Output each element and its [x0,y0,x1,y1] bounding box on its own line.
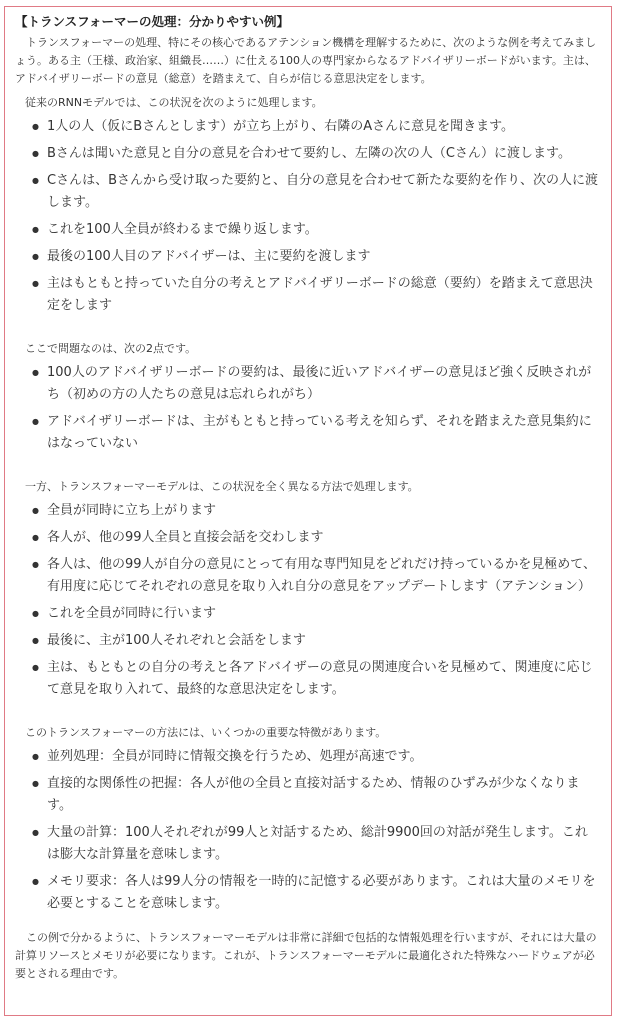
features-lead: このトランスフォーマーの方法には、いくつかの重要な特徴があります。 [25,726,387,739]
problems-lead: ここで問題なのは、次の2点です。 [25,342,197,355]
list-item: ● 直接的な関係性の把握：各人が他の全員と直接対話するため、情報のひずみが少なくなります。 [25,773,603,817]
list-item: ● Cさんは、Bさんから受け取った要約と、自分の意見を合わせて新たな要約を作り、次の人に渡します。 [25,170,603,214]
list-item: ● 1人の人（仮にBさんとします）が立ち上がり、右隣のAさんに意見を聞きます。 [25,116,603,138]
problems-list [25,362,603,455]
list-item: ● 並列処理：全員が同時に情報交換を行うため、処理が高速です。 [25,746,603,768]
section-title: 【トランスフォーマーの処理：分かりやすい例】 [15,14,290,29]
list-item: ● メモリ要求：各人は99人分の情報を一時的に記憶する必要があります。これは大量のメモリを必要とすることを意味します。 [25,871,603,915]
list-item: ● これを100人全員が終わるまで繰り返します。 [25,219,603,241]
list-item: ● 最後の100人目のアドバイザーは、主に要約を渡します [25,246,603,268]
rnn-list [25,116,603,317]
content-box [4,6,612,1016]
list-item: ● 100人のアドバイザリーボードの要約は、最後に近いアドバイザーの意見ほど強く反映されがち（初めの方の人たちの意見は忘れられがち） [25,362,603,406]
intro-paragraph: トランスフォーマーの処理、特にその核心であるアテンション機構を理解するために、次のような例を考えてみましょう。ある主（王様、政治家、組織長……）に仕える100人の専門家からなるアドバイザリーボードがいます。主は、アドバイザリーボードの意見（総意）を踏まえて、自らが信じる意思決定をします。 [15,36,597,85]
transformer-list [25,500,603,701]
list-item: ● 全員が同時に立ち上がります [25,500,603,522]
list-item: ● アドバイザリーボードは、主がもともと持っている考えを知らず、それを踏まえた意見集約にはなっていない [25,411,603,455]
transformer-lead: 一方、トランスフォーマーモデルは、この状況を全く異なる方法で処理します。 [25,480,419,493]
list-item: ● 各人が、他の99人全員と直接会話を交わします [25,527,603,549]
list-item: ● 大量の計算：100人それぞれが99人と対話するため、総計9900回の対話が発生します。これは膨大な計算量を意味します。 [25,822,603,866]
rnn-lead: 従来のRNNモデルでは、この状況を次のように処理します。 [25,96,323,109]
list-item: ● 最後に、主が100人それぞれと会話をします [25,630,603,652]
list-item: ● これを全員が同時に行います [25,603,603,625]
list-item: ● 各人は、他の99人が自分の意見にとって有用な専門知見をどれだけ持っているかを見極めて、有用度に応じてそれぞれの意見を取り入れ自分の意見をアップデートします（アテンション） [25,554,603,598]
list-item: ● 主はもともと持っていた自分の考えとアドバイザリーボードの総意（要約）を踏まえて意思決定をします [25,273,603,317]
features-list [25,746,603,915]
list-item: ● 主は、もともとの自分の考えと各アドバイザーの意見の関連度合いを見極めて、関連度に応じて意見を取り入れて、最終的な意思決定をします。 [25,657,603,701]
list-item: ● Bさんは聞いた意見と自分の意見を合わせて要約し、左隣の次の人（Cさん）に渡します。 [25,143,603,165]
conclusion-paragraph: この例で分かるように、トランスフォーマーモデルは非常に詳細で包括的な情報処理を行いますが、それには大量の計算リソースとメモリが必要になります。これが、トランスフォーマーモデルに最適化された特殊なハードウェアが必要とされる理由です。 [15,931,597,980]
